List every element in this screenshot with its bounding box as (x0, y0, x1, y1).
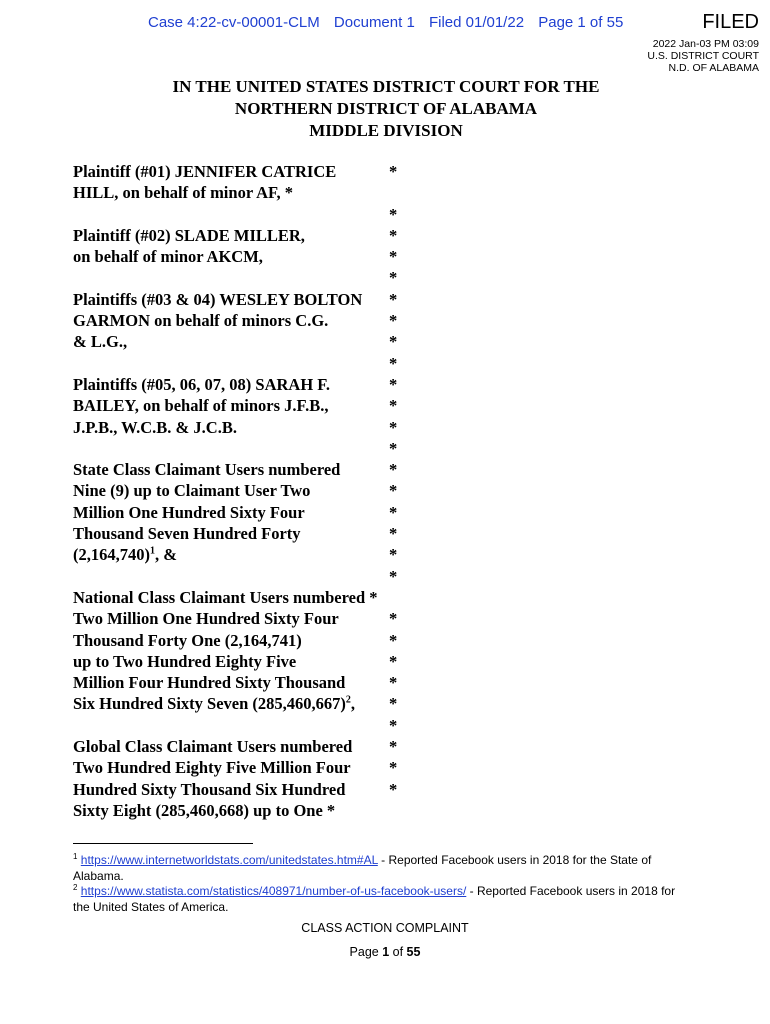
party-text: Six Hundred Sixty Seven $(285,460,667)^2$, (73, 694, 356, 714)
footnote-number: 2 (73, 883, 78, 892)
caption-asterisk: * (389, 694, 398, 714)
party-text: Sixty Eight (285,460,668) up to One * (73, 800, 336, 820)
filed-date: Filed 01/01/22 (428, 14, 525, 31)
caption-asterisk: * (389, 332, 398, 352)
caption-asterisk: * (389, 268, 398, 288)
stamp-court: U.S. DISTRICT COURT (647, 50, 759, 62)
caption-asterisk: * (389, 374, 398, 394)
footnote-text: - Reported Facebook users in 2018 for the State of Alabama. (73, 853, 652, 883)
party-text: National Class Claimant Users numbered * (73, 587, 378, 607)
party-text: Thousand Seven Hundred Forty (73, 524, 301, 544)
stamp-timestamp: 2022 Jan-03 PM 03:09 (652, 38, 759, 50)
party-text: Global Class Claimant Users numbered (73, 737, 353, 757)
party-text: Hundred Sixty Thousand Six Hundred (73, 779, 346, 799)
page-label: Page (349, 945, 383, 959)
footnote-1 (73, 852, 693, 884)
caption-asterisk: * (389, 630, 398, 650)
footnote-link[interactable]: https://www.statista.com/statistics/408971/number-of-us-facebook-users/ (80, 884, 467, 898)
case-number: Case 4:22-cv-00001-CLM (148, 14, 320, 31)
footnote-ref: 2 (345, 694, 351, 706)
footnote-divider (73, 843, 253, 844)
court-title (0, 76, 770, 142)
party-text: Thousand Forty One (2,164,741) (73, 630, 302, 650)
footnote-ref: 1 (150, 545, 155, 557)
party-text: Plaintiffs (#03 & 04) WESLEY BOLTON (73, 289, 363, 309)
caption-asterisk: * (389, 204, 398, 224)
caption-asterisk: * (389, 651, 398, 671)
footnote-link[interactable]: https://www.internetworldstats.com/unitedstates.htm#AL (80, 853, 378, 867)
page-number: 1 (382, 945, 390, 959)
page-footer (0, 945, 770, 959)
caption-asterisk: * (389, 779, 398, 799)
caption-asterisk: * (389, 758, 398, 778)
caption-asterisk: * (389, 225, 398, 245)
party-text: HILL, on behalf of minor AF, * (73, 183, 294, 203)
party-text: up to Two Hundred Eighty Five (73, 651, 297, 671)
caption-asterisk: * (389, 289, 398, 309)
caption-asterisk: * (389, 247, 398, 267)
page-total: 55 (406, 945, 421, 959)
party-text: GARMON on behalf of minors C.G. (73, 311, 329, 331)
footnote-2 (73, 883, 693, 915)
stamp-district: N.D. OF ALABAMA (668, 62, 759, 74)
caption-asterisk: * (389, 396, 398, 416)
caption-asterisk: * (389, 438, 398, 458)
caption-asterisk: * (389, 566, 398, 586)
party-text: State Class Claimant Users numbered (73, 460, 341, 480)
caption-asterisk: * (389, 311, 398, 331)
party-text: Million Four Hundred Sixty Thousand (73, 673, 346, 693)
case-header (148, 14, 633, 31)
document-number: Document 1 (333, 14, 415, 31)
page-indicator: Page 1 of 55 (538, 14, 624, 31)
court-title-line: IN THE UNITED STATES DISTRICT COURT FOR THE (172, 77, 600, 96)
party-text: Two Million One Hundred Sixty Four (73, 609, 339, 629)
party-text: BAILEY, on behalf of minors J.F.B., (73, 396, 329, 416)
party-text: Million One Hundred Sixty Four (73, 502, 305, 522)
caption-asterisk: * (389, 673, 398, 693)
caption-asterisk: * (389, 162, 398, 181)
party-text: Nine (9) up to Claimant User Two (73, 481, 311, 501)
party-text: Plaintiff (#01) JENNIFER CATRICE (73, 162, 337, 181)
party-text: on behalf of minor AKCM, (73, 247, 263, 267)
caption-asterisk: * (389, 545, 398, 565)
party-text: Two Hundred Eighty Five Million Four (73, 758, 351, 778)
caption-asterisk: * (389, 502, 398, 522)
court-title-line: NORTHERN DISTRICT OF ALABAMA (234, 99, 538, 118)
caption-asterisk: * (389, 460, 398, 480)
filed-stamp-title: FILED (702, 11, 759, 33)
court-title-line: MIDDLE DIVISION (309, 121, 463, 140)
party-text: Plaintiffs (#05, 06, 07, 08) SARAH F. (73, 374, 330, 394)
party-text: J.P.B., W.C.B. & J.C.B. (73, 417, 237, 437)
caption-asterisk: * (389, 609, 398, 629)
caption-asterisk: * (389, 481, 398, 501)
caption-asterisk: * (389, 417, 398, 437)
caption-asterisk: * (389, 353, 398, 373)
caption-asterisk: * (389, 715, 398, 735)
caption-asterisk: * (389, 737, 398, 757)
party-text: Plaintiff (#02) SLADE MILLER, (73, 225, 305, 245)
document-type: CLASS ACTION COMPLAINT (301, 921, 469, 935)
party-text: $(2,164,740)^1$, & (73, 545, 177, 565)
footnote-text: - Reported Facebook users in 2018 for the United States of America. (73, 884, 676, 914)
page-of-label: of (389, 945, 407, 959)
filed-stamp (647, 38, 759, 74)
caption-asterisk: * (389, 524, 398, 544)
footnote-number: 1 (73, 852, 78, 861)
party-text: & L.G., (73, 332, 128, 352)
